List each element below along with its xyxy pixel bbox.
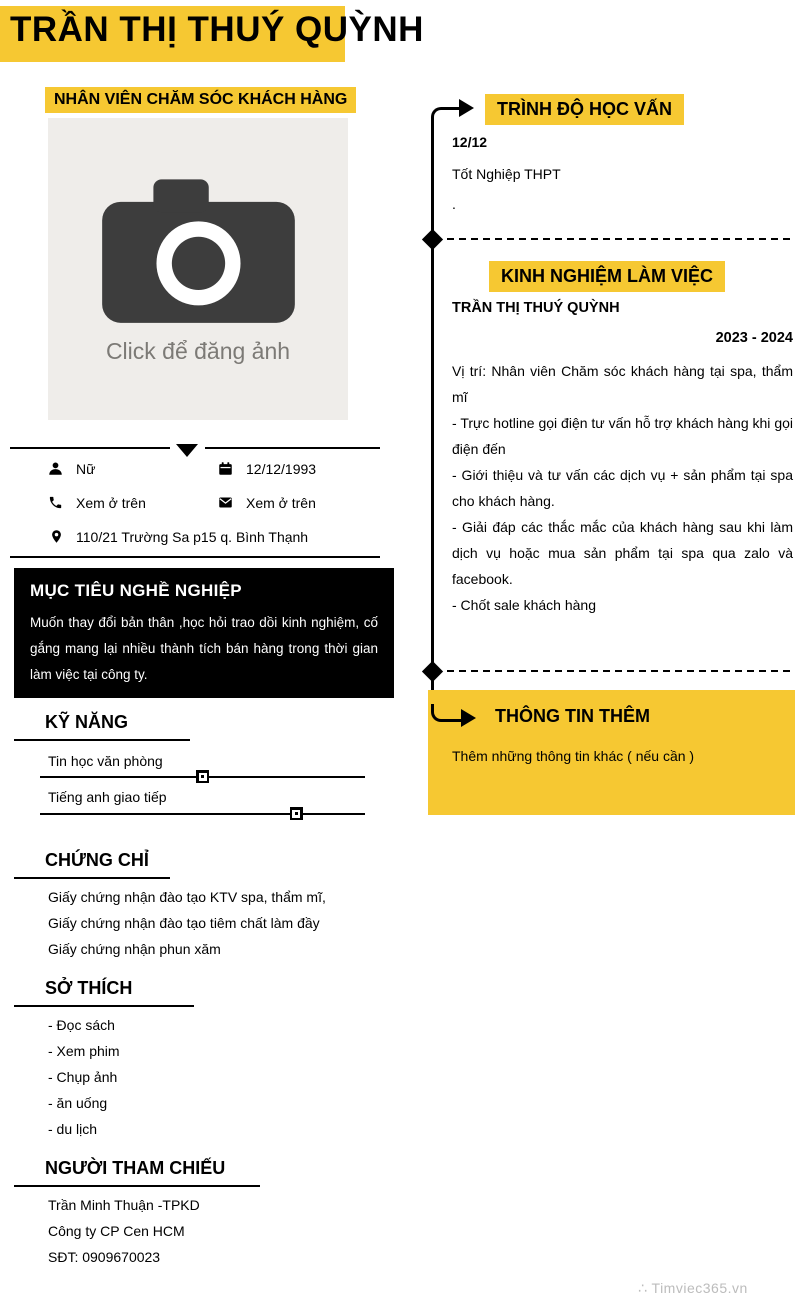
location-pin-icon	[49, 529, 64, 549]
gender-value: Nữ	[76, 461, 96, 477]
experience-detail: - Giải đáp các thắc mắc của khách hàng sau khi làm dịch vụ hoặc mua sản phẩm tại spa qua zalo và facebook.	[452, 519, 793, 587]
photo-upload-caption: Click để đăng ảnh	[105, 338, 291, 364]
education-note: .	[452, 196, 456, 212]
objective-section	[14, 568, 394, 698]
hobby-item: - ăn uống	[48, 1095, 108, 1111]
reference-item: SĐT: 0909670023	[48, 1249, 161, 1265]
hobby-item: - du lịch	[48, 1121, 98, 1137]
experience-company: TRẦN THỊ THUÝ QUỲNH	[452, 300, 620, 316]
dashed-divider	[447, 238, 790, 240]
skill-slider-handle[interactable]	[290, 807, 303, 820]
reference-item: Trần Minh Thuận -TPKD	[48, 1197, 200, 1213]
job-title: NHÂN VIÊN CHĂM SÓC KHÁCH HÀNG	[45, 87, 356, 113]
objective-title: MỤC TIÊU NGHỀ NGHIỆP	[30, 581, 242, 600]
arrow-right-icon	[459, 99, 474, 117]
camera-icon	[96, 173, 301, 328]
arrow-right-icon	[461, 709, 476, 727]
experience-details	[452, 358, 793, 618]
user-icon	[48, 461, 63, 481]
additional-info-text: Thêm những thông tin khác ( nếu cần )	[452, 748, 695, 764]
candidate-name: TRẦN THỊ THUÝ QUỲNH	[10, 10, 424, 49]
references-title: NGƯỜI THAM CHIẾU	[45, 1158, 226, 1178]
hobby-item: - Chụp ảnh	[48, 1069, 118, 1085]
dob-value: 12/12/1993	[246, 461, 317, 477]
section-underline	[14, 1185, 260, 1187]
divider-line	[205, 447, 380, 449]
certificates-title: CHỨNG CHỈ	[45, 850, 149, 870]
envelope-icon	[218, 495, 233, 515]
skills-title: KỸ NĂNG	[45, 712, 129, 732]
certificate-item: Giấy chứng nhận đào tạo KTV spa, thẩm mĩ,	[48, 889, 326, 905]
skill-label: Tiếng anh giao tiếp	[48, 789, 167, 805]
phone-icon	[48, 495, 63, 515]
skill-slider-track	[40, 813, 365, 815]
certificate-item: Giấy chứng nhận đào tạo tiêm chất làm đầy	[48, 915, 320, 931]
experience-title: KINH NGHIỆM LÀM VIỆC	[489, 261, 725, 292]
section-underline	[14, 877, 170, 879]
section-underline	[14, 739, 190, 741]
dashed-divider	[447, 670, 790, 672]
skill-slider-handle[interactable]	[196, 770, 209, 783]
section-underline	[14, 1005, 194, 1007]
certificate-item: Giấy chứng nhận phun xăm	[48, 941, 221, 957]
education-title: TRÌNH ĐỘ HỌC VẤN	[485, 94, 684, 125]
hobby-item: - Đọc sách	[48, 1017, 115, 1033]
site-watermark: ∴ Timviec365.vn	[638, 1280, 748, 1296]
experience-detail: - Giới thiệu và tư vấn các dịch vụ + sản phẩm tại spa cho khách hàng.	[452, 467, 793, 509]
hobby-item: - Xem phim	[48, 1043, 120, 1059]
additional-info-title: THÔNG TIN THÊM	[495, 706, 650, 726]
education-date: 12/12	[452, 134, 488, 150]
triangle-down-icon	[176, 444, 198, 457]
education-school: Tốt Nghiệp THPT	[452, 166, 561, 182]
experience-detail: - Trực hotline gọi điện tư vấn hỗ trợ khách hàng khi gọi điện đến	[452, 415, 793, 457]
objective-text: Muốn thay đổi bản thân ,học hỏi trao dồi kinh nghiệm, cố gắng mang lại nhiều thành tích bán hàng trong thời gian làm việc tại công ty.	[30, 615, 378, 682]
address-value: 110/21 Trường Sa p15 q. Bình Thạnh	[76, 529, 309, 545]
photo-upload-area[interactable]	[48, 118, 348, 420]
experience-period: 2023 - 2024	[715, 330, 793, 346]
divider-line	[10, 447, 170, 449]
experience-detail: - Chốt sale khách hàng	[452, 597, 596, 613]
skill-label: Tin học văn phòng	[48, 753, 163, 769]
email-value: Xem ở trên	[246, 495, 316, 511]
divider-line	[10, 556, 380, 558]
hobbies-title: SỞ THÍCH	[45, 978, 133, 998]
phone-value: Xem ở trên	[76, 495, 146, 511]
calendar-icon	[218, 461, 233, 481]
experience-detail: Vị trí: Nhân viên Chăm sóc khách hàng tại spa, thẩm mĩ	[452, 363, 793, 405]
reference-item: Công ty CP Cen HCM	[48, 1223, 185, 1239]
